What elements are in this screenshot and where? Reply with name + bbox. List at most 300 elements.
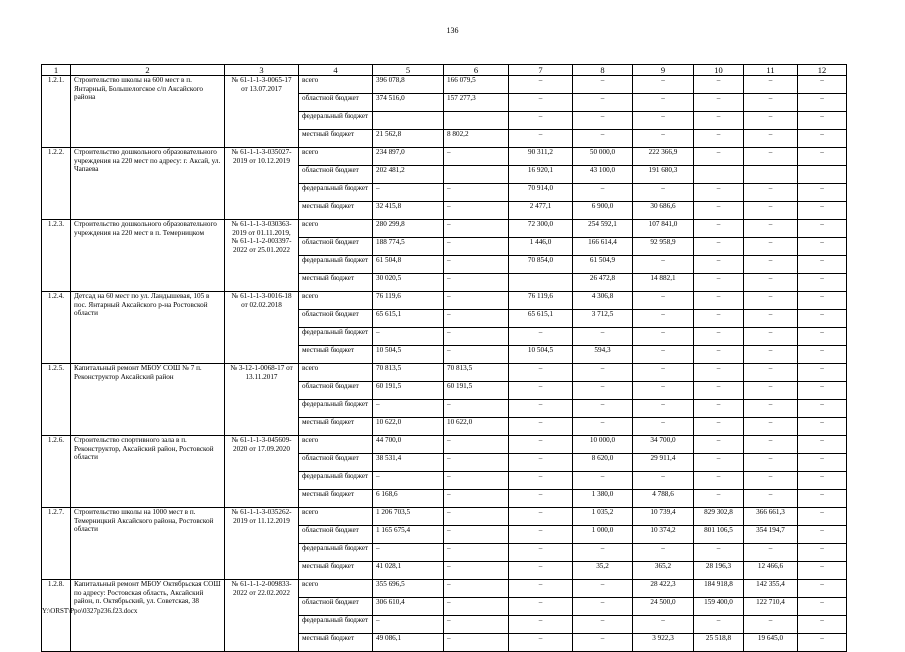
amount-cell: 374 516,0 — [373, 94, 444, 112]
column-header: 6 — [444, 65, 509, 76]
column-header: 2 — [71, 65, 225, 76]
funding-source: федеральный бюджет — [299, 256, 373, 274]
amount-cell: – — [633, 184, 694, 202]
amount-cell: 76 119,6 — [373, 292, 444, 310]
amount-cell: 306 610,4 — [373, 598, 444, 616]
amount-cell: – — [744, 130, 798, 148]
amount-cell: 10 504,5 — [373, 346, 444, 364]
amount-cell: – — [444, 292, 509, 310]
amount-cell — [798, 166, 847, 184]
table-row — [42, 148, 847, 166]
amount-cell: – — [444, 454, 509, 472]
table-row — [42, 220, 847, 238]
amount-cell: – — [798, 256, 847, 274]
amount-cell: – — [633, 616, 694, 634]
amount-cell: – — [444, 436, 509, 454]
table-row — [42, 76, 847, 94]
object-name: Строительство дошкольного образовательного учреждения на 220 мест по адресу: г. Аксай, ул. Чапаева — [71, 148, 225, 220]
amount-cell: – — [694, 400, 744, 418]
expertise-conclusion: № 61-1-1-2-009833-2022 от 22.02.2022 — [225, 580, 299, 652]
amount-cell: – — [509, 472, 573, 490]
amount-cell: – — [798, 292, 847, 310]
amount-cell: – — [633, 346, 694, 364]
amount-cell: 1 000,0 — [573, 526, 633, 544]
amount-cell: 28 196,3 — [694, 562, 744, 580]
amount-cell: – — [509, 364, 573, 382]
amount-cell: – — [694, 346, 744, 364]
column-header: 8 — [573, 65, 633, 76]
funding-source: областной бюджет — [299, 526, 373, 544]
amount-cell: 829 302,8 — [694, 508, 744, 526]
amount-cell: – — [573, 616, 633, 634]
amount-cell: – — [573, 400, 633, 418]
amount-cell: 32 415,8 — [373, 202, 444, 220]
funding-source: всего — [299, 220, 373, 238]
amount-cell: 157 277,3 — [444, 94, 509, 112]
amount-cell: 254 592,1 — [573, 220, 633, 238]
funding-source: федеральный бюджет — [299, 328, 373, 346]
amount-cell: – — [694, 238, 744, 256]
amount-cell: 354 194,7 — [744, 526, 798, 544]
amount-cell: – — [444, 616, 509, 634]
amount-cell: 61 504,9 — [573, 256, 633, 274]
amount-cell: – — [744, 256, 798, 274]
amount-cell: 61 504,8 — [373, 256, 444, 274]
funding-source: местный бюджет — [299, 418, 373, 436]
column-header: 9 — [633, 65, 694, 76]
amount-cell: 6 900,0 — [573, 202, 633, 220]
funding-source: всего — [299, 436, 373, 454]
amount-cell: – — [744, 364, 798, 382]
amount-cell: – — [573, 382, 633, 400]
amount-cell: – — [444, 544, 509, 562]
amount-cell: 90 311,2 — [509, 148, 573, 166]
amount-cell — [509, 274, 573, 292]
amount-cell: – — [798, 436, 847, 454]
amount-cell: – — [444, 400, 509, 418]
amount-cell: 365,2 — [633, 562, 694, 580]
amount-cell — [444, 166, 509, 184]
funding-source: всего — [299, 148, 373, 166]
funding-source: местный бюджет — [299, 274, 373, 292]
funding-source: областной бюджет — [299, 94, 373, 112]
amount-cell: – — [633, 292, 694, 310]
amount-cell: – — [573, 328, 633, 346]
amount-cell: – — [694, 382, 744, 400]
amount-cell: 49 086,1 — [373, 634, 444, 652]
amount-cell: – — [444, 148, 509, 166]
amount-cell: 10 000,0 — [573, 436, 633, 454]
funding-source: областной бюджет — [299, 310, 373, 328]
amount-cell: 184 918,8 — [694, 580, 744, 598]
amount-cell: 50 000,0 — [573, 148, 633, 166]
amount-cell: – — [373, 400, 444, 418]
amount-cell: – — [798, 238, 847, 256]
amount-cell: 142 355,4 — [744, 580, 798, 598]
amount-cell: – — [798, 400, 847, 418]
amount-cell: 60 191,5 — [444, 382, 509, 400]
expertise-conclusion: № 61-1-1-3-035027-2019 от 10.12.2019 — [225, 148, 299, 220]
amount-cell: – — [694, 130, 744, 148]
amount-cell: – — [798, 112, 847, 130]
amount-cell: – — [573, 418, 633, 436]
amount-cell: – — [373, 544, 444, 562]
amount-cell: – — [573, 634, 633, 652]
amount-cell: – — [509, 112, 573, 130]
amount-cell: 28 422,3 — [633, 580, 694, 598]
funding-source: всего — [299, 292, 373, 310]
funding-source: всего — [299, 508, 373, 526]
amount-cell: – — [509, 76, 573, 94]
amount-cell: 166 614,4 — [573, 238, 633, 256]
amount-cell: 3 712,5 — [573, 310, 633, 328]
amount-cell: 6 168,6 — [373, 490, 444, 508]
table-row — [42, 364, 847, 382]
amount-cell — [694, 166, 744, 184]
amount-cell: 191 680,3 — [633, 166, 694, 184]
object-name: Детсад на 60 мест по ул. Ландышевая, 105 в пос. Янтарный Аксайского р-на Ростовской области — [71, 292, 225, 364]
amount-cell: – — [694, 202, 744, 220]
amount-cell: 70 854,0 — [509, 256, 573, 274]
row-number: 1.2.2. — [42, 148, 71, 220]
amount-cell: – — [694, 94, 744, 112]
expertise-conclusion: № 61-1-1-3-0016-18 от 02.02.2018 — [225, 292, 299, 364]
file-path-footer: Y:\ORST\Ppo\0327p236.f23.docx — [42, 607, 138, 615]
amount-cell: 12 466,6 — [744, 562, 798, 580]
row-number: 1.2.3. — [42, 220, 71, 292]
expertise-conclusion: № 61-1-1-3-0065-17 от 13.07.2017 — [225, 76, 299, 148]
amount-cell: – — [573, 364, 633, 382]
amount-cell: – — [509, 508, 573, 526]
amount-cell: – — [373, 472, 444, 490]
funding-source: областной бюджет — [299, 166, 373, 184]
amount-cell: 801 106,5 — [694, 526, 744, 544]
amount-cell: – — [798, 310, 847, 328]
amount-cell: – — [509, 94, 573, 112]
amount-cell: – — [744, 112, 798, 130]
amount-cell: – — [744, 310, 798, 328]
amount-cell: 202 481,2 — [373, 166, 444, 184]
amount-cell: – — [798, 472, 847, 490]
amount-cell: 70 914,0 — [509, 184, 573, 202]
financing-table — [41, 64, 847, 652]
amount-cell: – — [798, 382, 847, 400]
amount-cell: – — [744, 274, 798, 292]
amount-cell: 122 710,4 — [744, 598, 798, 616]
amount-cell: 222 366,9 — [633, 148, 694, 166]
amount-cell: – — [744, 328, 798, 346]
amount-cell: – — [798, 454, 847, 472]
amount-cell: – — [694, 436, 744, 454]
amount-cell: – — [633, 382, 694, 400]
amount-cell: – — [444, 490, 509, 508]
funding-source: местный бюджет — [299, 634, 373, 652]
amount-cell: – — [573, 472, 633, 490]
amount-cell: – — [798, 220, 847, 238]
amount-cell: – — [509, 544, 573, 562]
amount-cell: – — [633, 130, 694, 148]
amount-cell: – — [744, 418, 798, 436]
expertise-conclusion: № 3-12-1-0068-17 от 13.11.2017 — [225, 364, 299, 436]
amount-cell: – — [694, 616, 744, 634]
amount-cell: 188 774,5 — [373, 238, 444, 256]
amount-cell: 1 446,0 — [509, 238, 573, 256]
amount-cell: – — [798, 364, 847, 382]
amount-cell: – — [694, 454, 744, 472]
page-number: 136 — [446, 26, 459, 35]
amount-cell: 594,3 — [573, 346, 633, 364]
amount-cell: – — [633, 94, 694, 112]
table-row — [42, 508, 847, 526]
amount-cell: – — [573, 598, 633, 616]
amount-cell: – — [798, 328, 847, 346]
funding-source: федеральный бюджет — [299, 544, 373, 562]
amount-cell: – — [798, 544, 847, 562]
amount-cell: – — [444, 634, 509, 652]
object-name: Строительство спортивного зала в п. Реконструктор, Аксайский район, Ростовской области — [71, 436, 225, 508]
object-name: Строительство дошкольного образовательного учреждения на 220 мест в п. Темерницком — [71, 220, 225, 292]
funding-source: областной бюджет — [299, 238, 373, 256]
amount-cell: – — [744, 436, 798, 454]
amount-cell: – — [444, 346, 509, 364]
amount-cell: – — [444, 328, 509, 346]
amount-cell: – — [798, 202, 847, 220]
funding-source: всего — [299, 76, 373, 94]
amount-cell: 60 191,5 — [373, 382, 444, 400]
funding-source: местный бюджет — [299, 202, 373, 220]
amount-cell: – — [444, 508, 509, 526]
amount-cell: – — [694, 148, 744, 166]
amount-cell: – — [573, 130, 633, 148]
amount-cell: 280 299,8 — [373, 220, 444, 238]
amount-cell: – — [798, 634, 847, 652]
amount-cell: 107 841,0 — [633, 220, 694, 238]
funding-source: местный бюджет — [299, 562, 373, 580]
row-number: 1.2.7. — [42, 508, 71, 580]
amount-cell: – — [744, 148, 798, 166]
amount-cell: – — [509, 130, 573, 148]
amount-cell: 10 374,2 — [633, 526, 694, 544]
table-row — [42, 580, 847, 598]
amount-cell: – — [744, 184, 798, 202]
amount-cell: – — [744, 454, 798, 472]
row-number: 1.2.6. — [42, 436, 71, 508]
amount-cell: – — [573, 580, 633, 598]
table-row — [42, 436, 847, 454]
amount-cell: 24 500,0 — [633, 598, 694, 616]
amount-cell: – — [744, 238, 798, 256]
column-header: 4 — [299, 65, 373, 76]
funding-source: всего — [299, 364, 373, 382]
amount-cell: – — [444, 256, 509, 274]
amount-cell: – — [798, 508, 847, 526]
column-header: 5 — [373, 65, 444, 76]
amount-cell: – — [633, 364, 694, 382]
amount-cell: – — [744, 400, 798, 418]
amount-cell: – — [694, 184, 744, 202]
amount-cell: – — [509, 526, 573, 544]
amount-cell: – — [509, 562, 573, 580]
funding-source: федеральный бюджет — [299, 616, 373, 634]
amount-cell: 10 504,5 — [509, 346, 573, 364]
amount-cell: 44 700,0 — [373, 436, 444, 454]
amount-cell — [444, 112, 509, 130]
amount-cell: – — [633, 544, 694, 562]
amount-cell: – — [744, 220, 798, 238]
amount-cell: 2 477,1 — [509, 202, 573, 220]
column-header: 3 — [225, 65, 299, 76]
amount-cell: – — [744, 94, 798, 112]
amount-cell: – — [694, 76, 744, 94]
amount-cell: 34 700,0 — [633, 436, 694, 454]
amount-cell: – — [573, 184, 633, 202]
amount-cell: – — [633, 328, 694, 346]
amount-cell: 30 686,6 — [633, 202, 694, 220]
amount-cell — [373, 112, 444, 130]
amount-cell: – — [444, 220, 509, 238]
amount-cell: – — [444, 184, 509, 202]
amount-cell: – — [694, 292, 744, 310]
amount-cell: 1 380,0 — [573, 490, 633, 508]
amount-cell: – — [798, 580, 847, 598]
amount-cell: – — [798, 76, 847, 94]
table-row — [42, 292, 847, 310]
amount-cell: – — [694, 310, 744, 328]
amount-cell: 43 100,0 — [573, 166, 633, 184]
amount-cell: – — [694, 364, 744, 382]
amount-cell: – — [509, 616, 573, 634]
amount-cell: – — [509, 382, 573, 400]
funding-source: областной бюджет — [299, 454, 373, 472]
amount-cell: – — [509, 598, 573, 616]
row-number: 1.2.8. — [42, 580, 71, 652]
amount-cell: 16 920,1 — [509, 166, 573, 184]
funding-source: местный бюджет — [299, 346, 373, 364]
amount-cell: – — [444, 202, 509, 220]
amount-cell: – — [798, 490, 847, 508]
amount-cell: – — [509, 418, 573, 436]
funding-source: федеральный бюджет — [299, 112, 373, 130]
amount-cell: – — [694, 256, 744, 274]
amount-cell: 26 472,8 — [573, 274, 633, 292]
amount-cell: 70 813,5 — [444, 364, 509, 382]
funding-source: местный бюджет — [299, 130, 373, 148]
amount-cell: – — [798, 598, 847, 616]
funding-source: федеральный бюджет — [299, 472, 373, 490]
object-name: Строительство школы на 1000 мест в п. Темерницкий Аксайского района, Ростовской области — [71, 508, 225, 580]
amount-cell: – — [444, 598, 509, 616]
amount-cell: – — [694, 328, 744, 346]
amount-cell: 8 620,0 — [573, 454, 633, 472]
amount-cell: – — [633, 310, 694, 328]
amount-cell: – — [444, 274, 509, 292]
amount-cell: 35,2 — [573, 562, 633, 580]
amount-cell: – — [509, 634, 573, 652]
object-name: Капитальный ремонт МБОУ СОШ № 7 п. Реконструктор Аксайский район — [71, 364, 225, 436]
amount-cell: – — [694, 112, 744, 130]
amount-cell: – — [509, 436, 573, 454]
amount-cell: – — [744, 616, 798, 634]
amount-cell: – — [444, 310, 509, 328]
amount-cell: 159 400,0 — [694, 598, 744, 616]
amount-cell: 3 922,3 — [633, 634, 694, 652]
amount-cell: 355 696,5 — [373, 580, 444, 598]
row-number: 1.2.1. — [42, 76, 71, 148]
amount-cell: – — [798, 274, 847, 292]
amount-cell: 65 615,1 — [509, 310, 573, 328]
amount-cell: – — [694, 544, 744, 562]
amount-cell: – — [744, 202, 798, 220]
amount-cell: 21 562,8 — [373, 130, 444, 148]
amount-cell: 396 078,8 — [373, 76, 444, 94]
amount-cell: – — [798, 418, 847, 436]
amount-cell: – — [798, 562, 847, 580]
amount-cell: 1 035,2 — [573, 508, 633, 526]
amount-cell: – — [509, 400, 573, 418]
expertise-conclusion: № 61-1-1-3-035262-2019 от 11.12.2019 — [225, 508, 299, 580]
amount-cell: – — [444, 238, 509, 256]
funding-source: федеральный бюджет — [299, 400, 373, 418]
amount-cell: – — [633, 472, 694, 490]
amount-cell: – — [444, 562, 509, 580]
column-header: 12 — [798, 65, 847, 76]
column-header: 10 — [694, 65, 744, 76]
amount-cell: – — [573, 94, 633, 112]
amount-cell: 10 622,0 — [373, 418, 444, 436]
amount-cell: – — [633, 76, 694, 94]
funding-source: местный бюджет — [299, 490, 373, 508]
amount-cell: – — [798, 130, 847, 148]
funding-source: областной бюджет — [299, 382, 373, 400]
amount-cell: – — [633, 256, 694, 274]
amount-cell: – — [509, 328, 573, 346]
amount-cell: – — [798, 148, 847, 166]
amount-cell: 92 958,9 — [633, 238, 694, 256]
amount-cell: – — [694, 472, 744, 490]
expertise-conclusion: № 61-1-1-3-030363-2019 от 01.11.2019, № 61-1-1-2-003397-2022 от 25.01.2022 — [225, 220, 299, 292]
amount-cell: – — [633, 400, 694, 418]
amount-cell: – — [509, 454, 573, 472]
funding-source: областной бюджет — [299, 598, 373, 616]
amount-cell: – — [744, 544, 798, 562]
amount-cell: – — [798, 94, 847, 112]
amount-cell: – — [744, 76, 798, 94]
amount-cell: 4 306,8 — [573, 292, 633, 310]
amount-cell: – — [744, 472, 798, 490]
amount-cell: – — [694, 490, 744, 508]
amount-cell: 14 882,1 — [633, 274, 694, 292]
amount-cell: – — [798, 616, 847, 634]
amount-cell: – — [509, 580, 573, 598]
amount-cell: 10 622,0 — [444, 418, 509, 436]
amount-cell: – — [744, 382, 798, 400]
column-header: 7 — [509, 65, 573, 76]
column-header: 11 — [744, 65, 798, 76]
amount-cell: – — [444, 526, 509, 544]
amount-cell: – — [744, 346, 798, 364]
amount-cell: – — [798, 526, 847, 544]
amount-cell: – — [373, 328, 444, 346]
amount-cell: – — [798, 184, 847, 202]
amount-cell: 72 300,0 — [509, 220, 573, 238]
amount-cell: – — [373, 184, 444, 202]
amount-cell: 30 020,5 — [373, 274, 444, 292]
funding-source: федеральный бюджет — [299, 184, 373, 202]
amount-cell: – — [744, 490, 798, 508]
funding-source: всего — [299, 580, 373, 598]
object-name: Строительство школы на 600 мест в п. Янтарный, Большелогское с/п Аксайского района — [71, 76, 225, 148]
amount-cell: – — [633, 418, 694, 436]
